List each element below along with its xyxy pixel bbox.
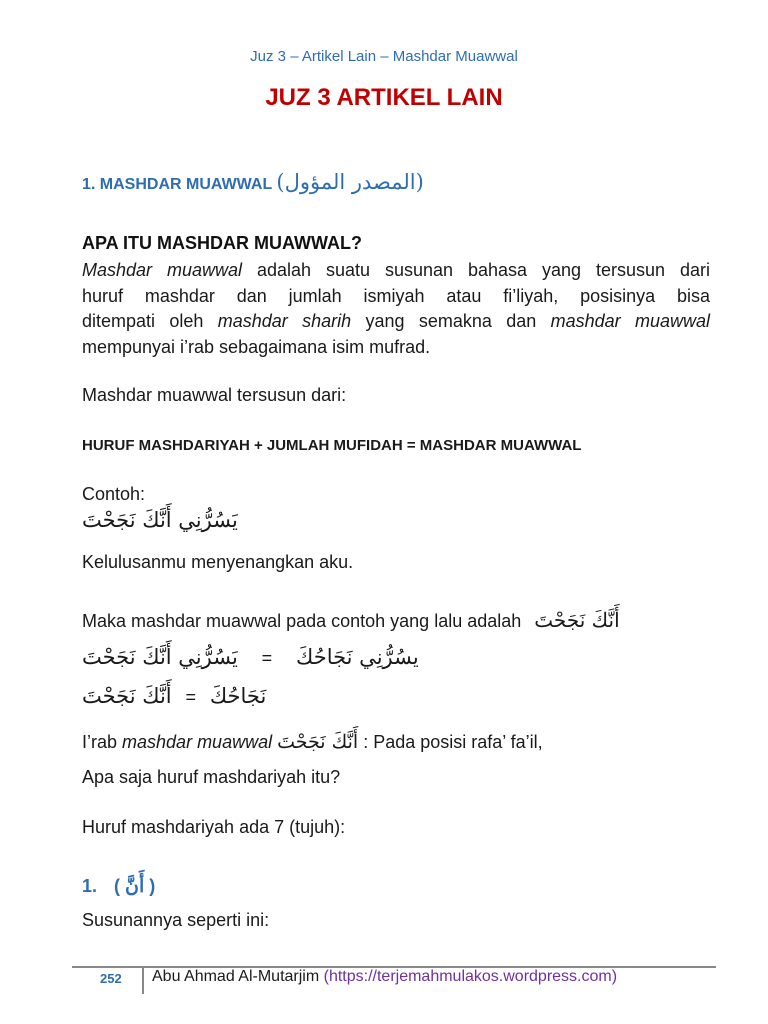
definition-text: adalah suatu susunan bahasa yang tersusun dari	[242, 260, 710, 280]
formula-text: HURUF MASHDARIYAH + JUMLAH MUFIDAH = MASHDAR MUAWWAL	[82, 437, 582, 454]
list-item-arabic: أَنَّ	[125, 875, 145, 897]
irab-line	[82, 731, 543, 753]
equation-1-right: يسُرُّنِي نَجَاحُكَ	[296, 645, 419, 669]
equation-1	[82, 645, 419, 670]
arrangement-text: Susunannya seperti ini:	[82, 910, 270, 930]
example-translation: Kelulusanmu menyenangkan aku.	[82, 552, 354, 572]
question-heading: APA ITU MASHDAR MUAWWAL?	[82, 233, 362, 253]
term-italic: mashdar muawwal	[550, 311, 711, 331]
equation-1-sign: =	[261, 648, 273, 668]
equation-2-left: أَنَّكَ نَجَحْتَ	[82, 684, 172, 708]
section-arabic: (المصدر المؤول)	[276, 170, 424, 194]
explanation-text: Maka mashdar muawwal pada contoh yang lalu adalah	[82, 611, 522, 631]
running-header: Juz 3 – Artikel Lain – Mashdar Muawwal	[250, 48, 518, 65]
equation-2-sign: =	[185, 687, 196, 707]
term-italic: Mashdar muawwal	[82, 260, 243, 280]
definition-text: ditempati oleh	[82, 311, 218, 331]
arabic-sentence: يَسُرُّنِي أَنَّكَ نَجَحْتَ	[82, 508, 238, 532]
irab-prefix: I’rab	[82, 732, 123, 752]
section-label: 1. MASHDAR MUAWWAL	[82, 176, 272, 193]
page-number: 252	[100, 971, 122, 986]
question-2-text: Apa saja huruf mashdariyah itu?	[82, 767, 341, 787]
list-item-number: 1.	[82, 876, 98, 896]
irab-suffix: : Pada posisi rafa’ fa’il,	[358, 732, 543, 752]
example-label: Contoh:	[82, 484, 146, 504]
term-italic: mashdar sharih	[217, 311, 352, 331]
composed-of-text: Mashdar muawwal tersusun dari:	[82, 385, 347, 405]
explanation-arabic: أَنَّكَ نَجَحْتَ	[534, 608, 620, 632]
irab-arabic: أَنَّكَ نَجَحْتَ	[277, 731, 359, 753]
list-item-open-paren: (	[114, 876, 121, 896]
definition-paragraph	[82, 258, 710, 360]
equation-2	[82, 684, 266, 709]
footer-url-link[interactable]: (https://terjemahmulakos.wordpress.com)	[323, 968, 618, 985]
definition-line-4: mempunyai i’rab sebagaimana isim mufrad.	[82, 336, 431, 357]
footer-separator	[142, 966, 144, 994]
list-item-1	[82, 875, 155, 897]
term-italic: mashdar muawwal	[122, 732, 273, 752]
definition-line-2: huruf mashdar dan jumlah ismiyah atau fi’liyah, posisinya bisa	[82, 285, 710, 306]
count-text: Huruf mashdariyah ada 7 (tujuh):	[82, 817, 346, 837]
equation-2-right: نَجَاحُكَ	[209, 684, 267, 708]
footer-author: Abu Ahmad Al-Mutarjim	[152, 968, 324, 985]
section-heading	[82, 170, 424, 194]
example-arabic	[82, 508, 238, 533]
equation-1-left: يَسُرُّنِي أَنَّكَ نَجَحْتَ	[82, 645, 238, 669]
footer-credit	[152, 968, 617, 986]
explanation-line	[82, 608, 620, 632]
page-title: JUZ 3 ARTIKEL LAIN	[265, 84, 503, 111]
definition-line-1	[82, 258, 710, 284]
definition-line-3	[82, 309, 710, 335]
definition-text: yang semakna dan	[351, 311, 551, 331]
list-item-close-paren: )	[149, 876, 156, 896]
